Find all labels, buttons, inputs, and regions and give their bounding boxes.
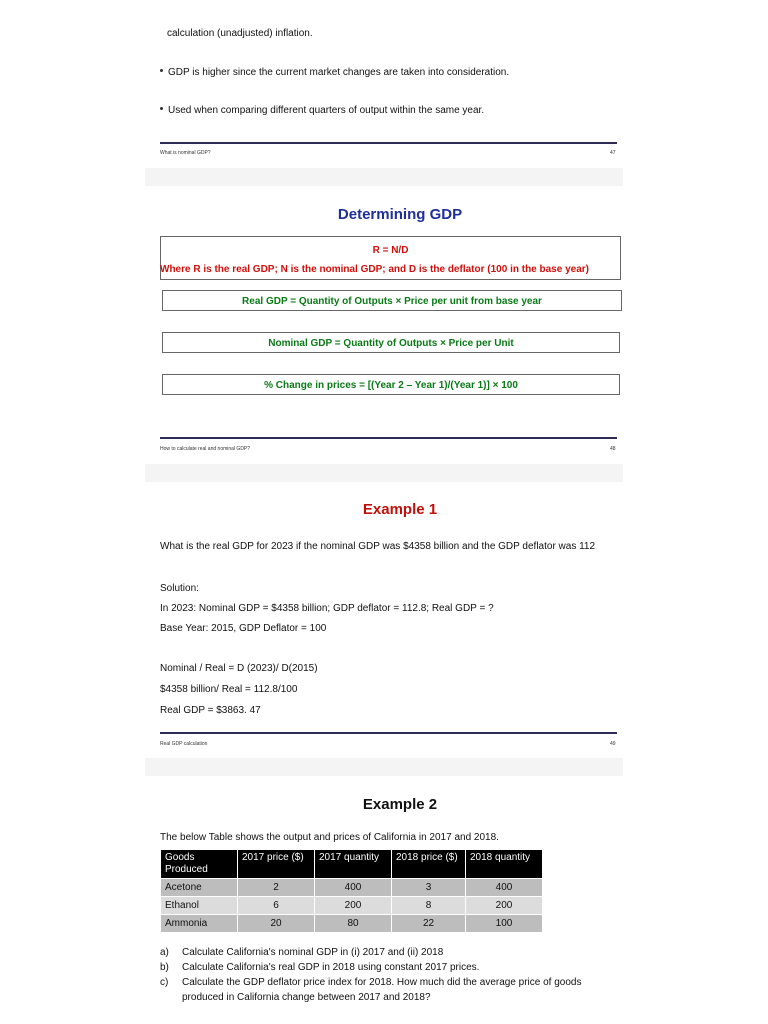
bullet-icon bbox=[160, 107, 163, 110]
table-header-cell: 2017 quantity bbox=[315, 850, 392, 879]
slide50-title: Example 2 bbox=[362, 796, 438, 813]
table-header-cell: 2018 quantity bbox=[466, 850, 543, 879]
slide47-bullet-2 bbox=[160, 104, 484, 117]
table-cell: 3 bbox=[392, 879, 466, 897]
solution-label: Solution: bbox=[160, 583, 199, 594]
slide-separator bbox=[145, 758, 623, 776]
real-gdp-formula-box bbox=[162, 290, 622, 311]
formula-r: R = N/D bbox=[372, 245, 409, 256]
example2-intro: The below Table shows the output and prices of California in 2017 and 2018. bbox=[160, 832, 499, 843]
output-prices-table bbox=[160, 849, 543, 933]
table-cell: 400 bbox=[315, 879, 392, 897]
table-cell: 200 bbox=[466, 897, 543, 915]
slide-separator bbox=[145, 464, 623, 482]
bullet-text: Used when comparing different quarters of output within the same year. bbox=[168, 105, 485, 116]
slide47-text-top: calculation (unadjusted) inflation. bbox=[167, 28, 313, 39]
bullet-icon bbox=[160, 69, 163, 72]
bullet-text: GDP is higher since the current market changes are taken into consideration. bbox=[168, 67, 510, 78]
table-header-row bbox=[161, 850, 543, 879]
table-row bbox=[161, 879, 543, 897]
slide49-footer-rule bbox=[160, 732, 617, 734]
table-cell: 80 bbox=[315, 915, 392, 933]
slide-separator bbox=[145, 168, 623, 186]
table-cell: Ammonia bbox=[161, 915, 238, 933]
table-row bbox=[161, 915, 543, 933]
formula-r-box bbox=[160, 236, 621, 280]
table-cell: 400 bbox=[466, 879, 543, 897]
slide49-page-number: 49 bbox=[610, 741, 616, 747]
table-cell: 8 bbox=[392, 897, 466, 915]
solution-line-1: In 2023: Nominal GDP = $4358 billion; GDP deflator = 112.8; Real GDP = ? bbox=[160, 603, 494, 614]
question-item bbox=[160, 960, 630, 975]
table-cell: Ethanol bbox=[161, 897, 238, 915]
question-label: c) bbox=[160, 977, 169, 988]
solution-line-5: Real GDP = $3863. 47 bbox=[160, 705, 261, 716]
question-text: Calculate the GDP deflator price index for 2018. How much did the average price of goods bbox=[182, 977, 582, 988]
table-header-cell: 2018 price ($) bbox=[392, 850, 466, 879]
nominal-gdp-formula: Nominal GDP = Quantity of Outputs × Price per Unit bbox=[268, 338, 514, 349]
slide47-page-number: 47 bbox=[610, 150, 616, 156]
slide48-page-number: 48 bbox=[610, 446, 616, 452]
real-gdp-formula: Real GDP = Quantity of Outputs × Price per unit from base year bbox=[242, 296, 542, 307]
question-item bbox=[160, 945, 630, 960]
slide48-footer-label: How to calculate real and nominal GDP? bbox=[160, 446, 251, 452]
table-header-cell: 2017 price ($) bbox=[238, 850, 315, 879]
table-cell: 22 bbox=[392, 915, 466, 933]
table-cell: Acetone bbox=[161, 879, 238, 897]
example2-questions bbox=[160, 945, 630, 1005]
slide47-bullet-1 bbox=[160, 66, 509, 79]
question-item bbox=[160, 990, 630, 1005]
question-label: a) bbox=[160, 947, 169, 958]
example1-question: What is the real GDP for 2023 if the nominal GDP was $4358 billion and the GDP deflator was 112 bbox=[160, 541, 596, 552]
slide47-footer-rule bbox=[160, 142, 617, 144]
solution-line-3: Nominal / Real = D (2023)/ D(2015) bbox=[160, 663, 318, 674]
slide49-footer-label: Real GDP calculation bbox=[160, 741, 208, 747]
formula-r-description: Where R is the real GDP; N is the nominal GDP; and D is the deflator (100 in the base year) bbox=[160, 264, 589, 275]
table-cell: 2 bbox=[238, 879, 315, 897]
question-item bbox=[160, 975, 630, 990]
table-header-cell: Goods Produced bbox=[161, 850, 238, 879]
question-text: Calculate California's nominal GDP in (i) 2017 and (ii) 2018 bbox=[182, 947, 444, 958]
nominal-gdp-formula-box bbox=[162, 332, 620, 353]
question-label: b) bbox=[160, 962, 169, 973]
table-cell: 20 bbox=[238, 915, 315, 933]
table-cell: 100 bbox=[466, 915, 543, 933]
slide48-footer-rule bbox=[160, 437, 617, 439]
pct-change-formula-box bbox=[162, 374, 620, 395]
slide47-footer-label: What is nominal GDP? bbox=[160, 150, 211, 156]
pct-change-formula: % Change in prices = [(Year 2 – Year 1)/(Year 1)] × 100 bbox=[264, 380, 518, 391]
table-row bbox=[161, 897, 543, 915]
solution-line-2: Base Year: 2015, GDP Deflator = 100 bbox=[160, 623, 327, 634]
slide49-title: Example 1 bbox=[362, 501, 438, 518]
question-text: produced in California change between 2017 and 2018? bbox=[182, 992, 431, 1003]
slide48-title: Determining GDP bbox=[337, 206, 463, 223]
solution-line-4: $4358 billion/ Real = 112.8/100 bbox=[160, 684, 298, 695]
table-cell: 6 bbox=[238, 897, 315, 915]
question-text: Calculate California's real GDP in 2018 using constant 2017 prices. bbox=[182, 962, 480, 973]
table-cell: 200 bbox=[315, 897, 392, 915]
